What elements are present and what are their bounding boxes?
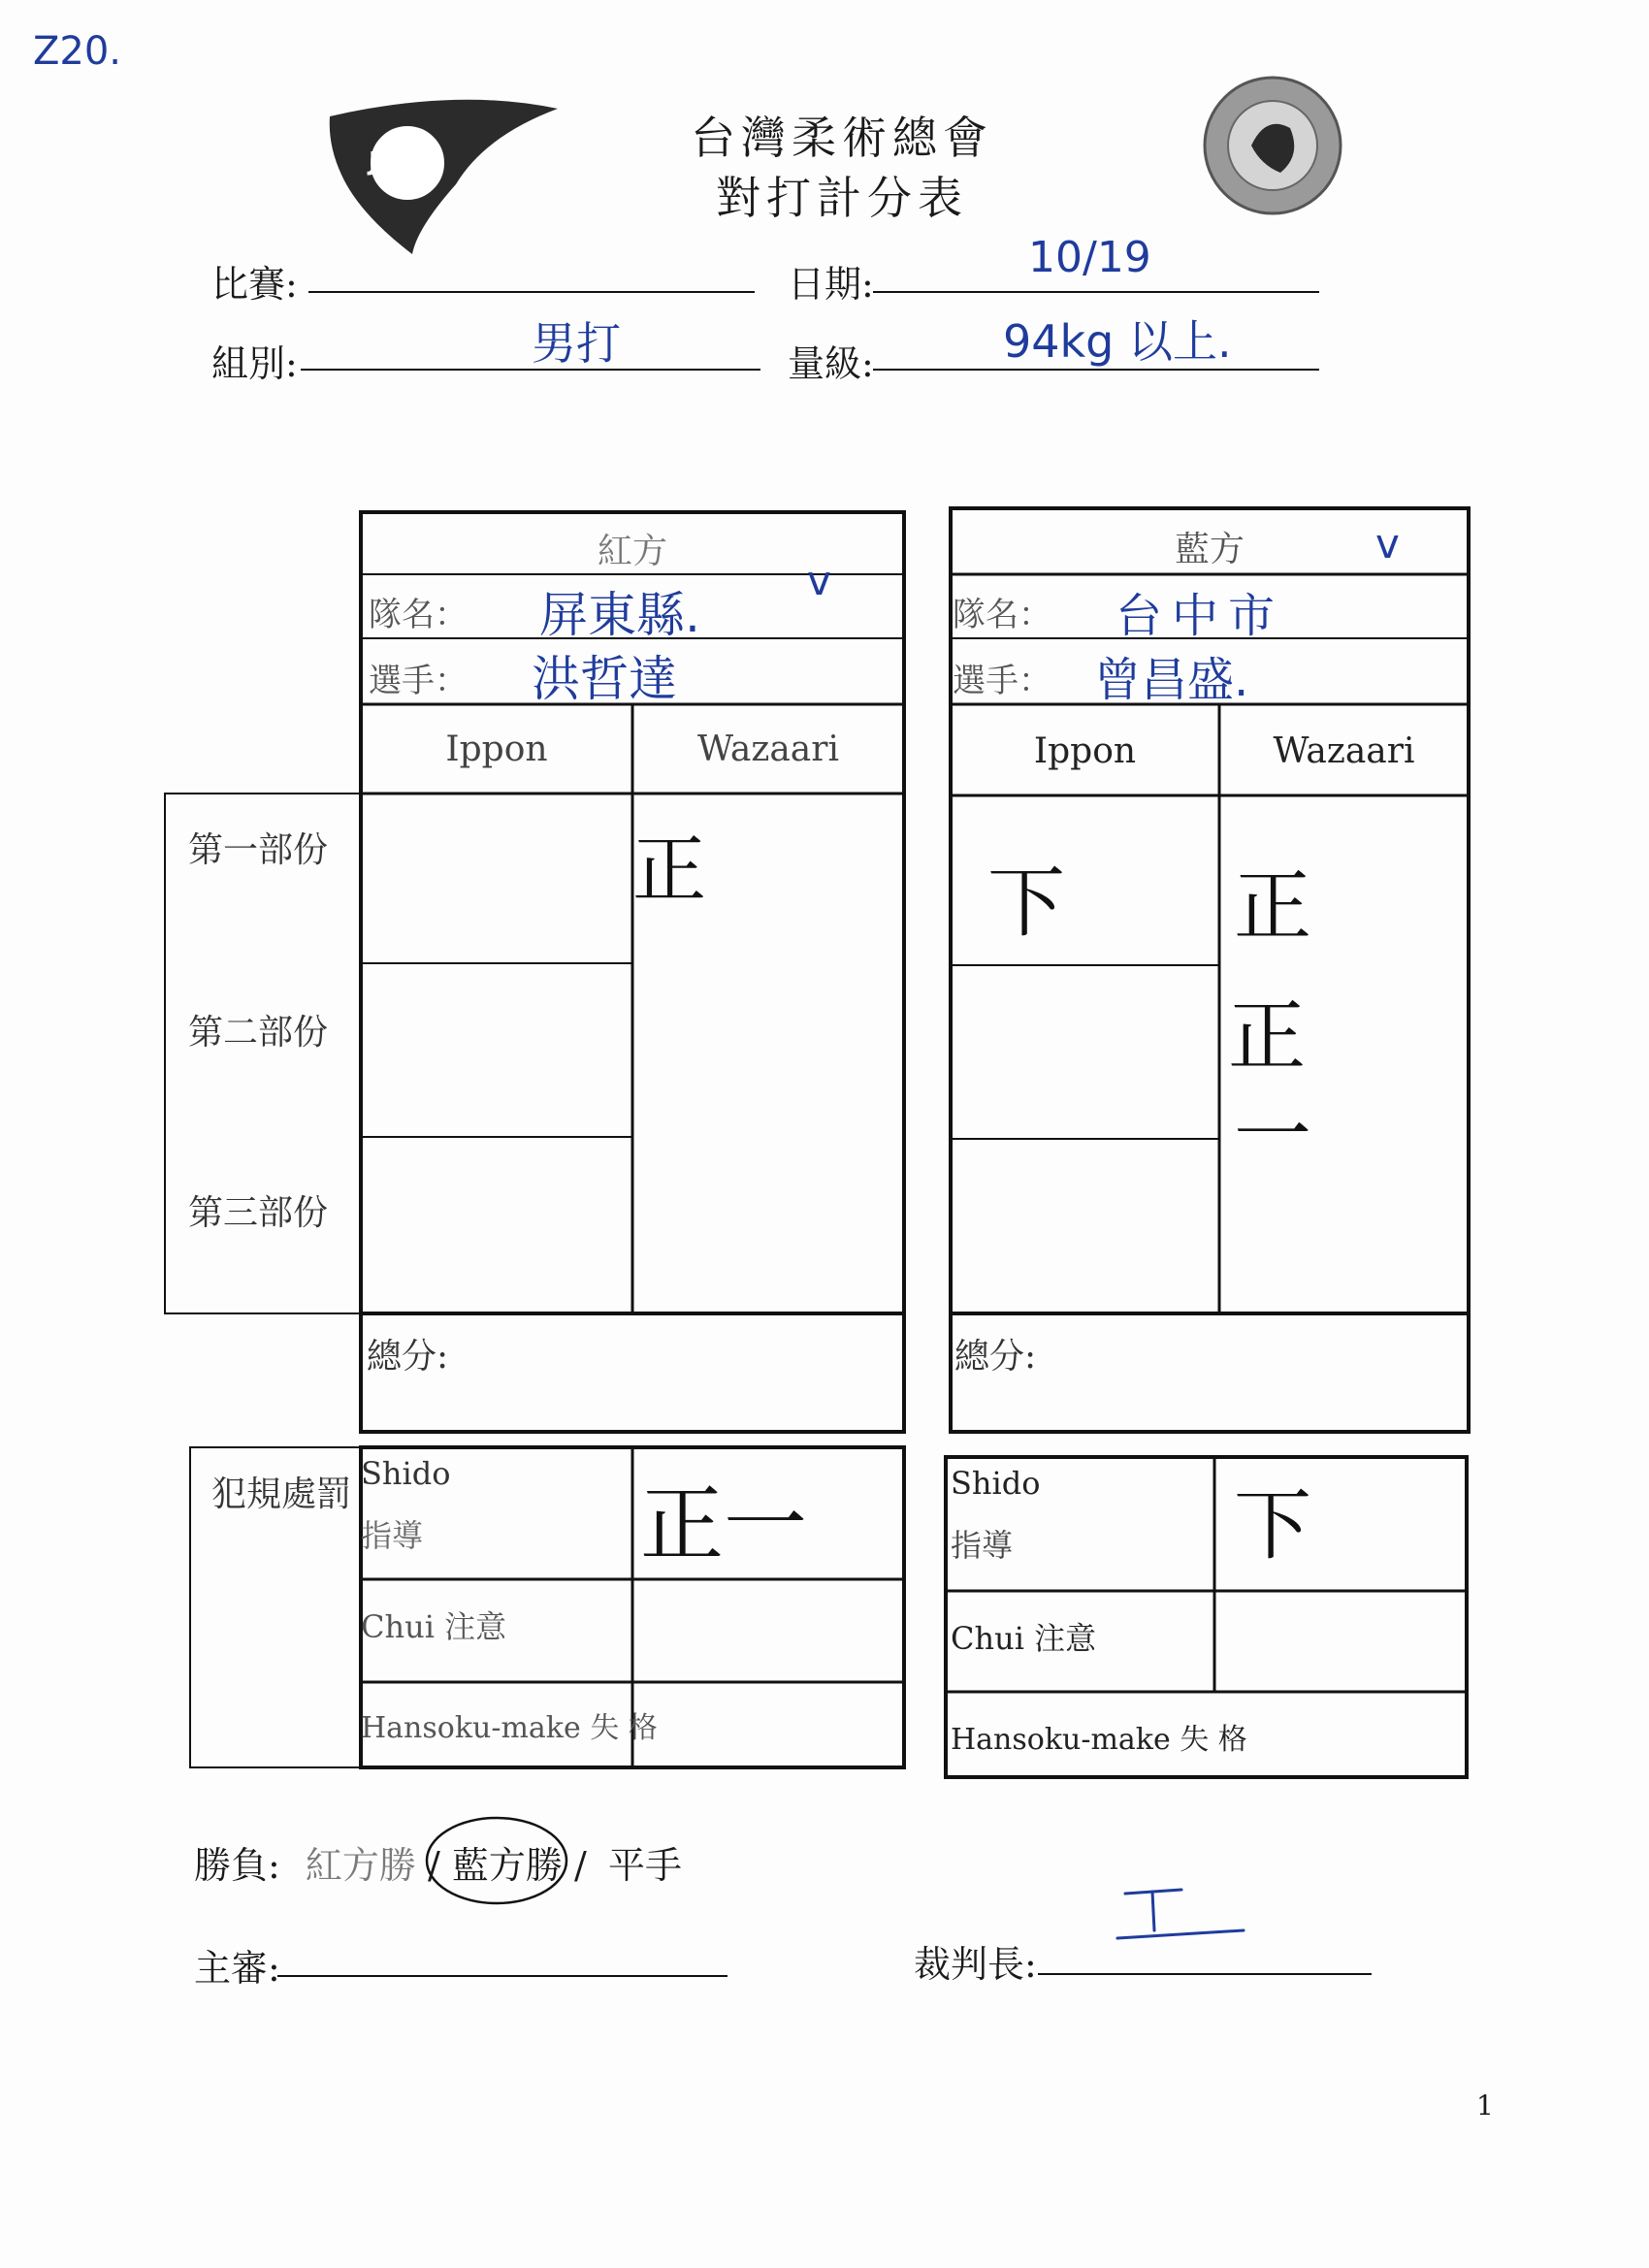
- red-win-option[interactable]: 紅方勝: [305, 1844, 416, 1887]
- blue-wazaari-tally-3[interactable]: 一: [1234, 1090, 1311, 1181]
- blue-team-label: 隊名：: [953, 596, 1051, 634]
- blue-win-check: v: [1375, 520, 1400, 567]
- red-shido-label-cn: 指導: [361, 1517, 424, 1554]
- blue-total-label: 總分:: [954, 1337, 1037, 1377]
- referee-label: 主審:: [194, 1947, 280, 1990]
- group-value[interactable]: 男打: [532, 317, 621, 370]
- result-sep-2: /: [574, 1844, 587, 1887]
- red-win-check: v: [807, 557, 831, 604]
- ijf-logo-mark: JJ: [369, 147, 388, 177]
- federation-seal-icon: [1205, 78, 1341, 213]
- corner-note: Z20.: [33, 29, 122, 74]
- page-number: 1: [1476, 2090, 1494, 2122]
- red-p1-wazaari-tally[interactable]: 正: [632, 826, 706, 913]
- blue-wazaari-tally-2[interactable]: 正: [1228, 991, 1306, 1082]
- red-shido-label: Shido: [361, 1455, 451, 1492]
- red-player-value[interactable]: 洪哲達: [532, 651, 677, 707]
- date-label: 日期:: [788, 263, 874, 306]
- chief-referee-label: 裁判長:: [914, 1943, 1037, 1986]
- red-team-label: 隊名：: [369, 596, 468, 634]
- chief-referee-value[interactable]: [1222, 1892, 1224, 1895]
- blue-shido-tally[interactable]: 下: [1234, 1480, 1311, 1571]
- red-total-label: 總分:: [367, 1337, 449, 1377]
- referee-line: [277, 1975, 728, 1977]
- blue-header: 藍方: [1174, 530, 1245, 569]
- red-player-label: 選手：: [369, 662, 468, 700]
- red-shido-tally[interactable]: 正一: [640, 1476, 807, 1573]
- blue-chui-label: Chui 注意: [951, 1620, 1097, 1657]
- date-line: [873, 291, 1319, 293]
- red-col-wazaari: Wazaari: [697, 729, 839, 769]
- form-subtitle: 對打計分表: [716, 172, 968, 224]
- red-header: 紅方: [597, 532, 667, 571]
- blue-win-option[interactable]: 藍方勝: [451, 1844, 563, 1887]
- part-1-label: 第一部份: [188, 830, 329, 870]
- chief-referee-line: [1038, 1973, 1372, 1975]
- red-team-value[interactable]: 屏東縣.: [539, 587, 700, 643]
- part-3-label: 第三部份: [188, 1193, 329, 1233]
- weight-value[interactable]: 94kg 以上.: [1003, 315, 1232, 368]
- date-value[interactable]: 10/19: [1028, 233, 1151, 282]
- competition-label: 比賽:: [211, 263, 298, 306]
- blue-wazaari-tally-1[interactable]: 正: [1234, 861, 1311, 952]
- part-2-label: 第二部份: [188, 1013, 329, 1053]
- blue-p1-ippon-tally[interactable]: 下: [987, 858, 1065, 948]
- blue-hansoku-label: Hansoku-make 失 格: [951, 1723, 1247, 1757]
- red-col-ippon: Ippon: [445, 729, 548, 769]
- blue-shido-label-cn: 指導: [951, 1527, 1014, 1564]
- blue-team-value[interactable]: 台中市: [1116, 589, 1285, 643]
- result-sep-1: /: [428, 1844, 440, 1887]
- group-line: [301, 369, 760, 371]
- group-label: 組別:: [211, 342, 298, 385]
- competition-line: [308, 291, 755, 293]
- blue-player-label: 選手：: [953, 662, 1051, 700]
- blue-player-value[interactable]: 曾昌盛.: [1094, 653, 1249, 707]
- foul-label: 犯規處罰: [211, 1474, 352, 1514]
- blue-col-ippon: Ippon: [1033, 731, 1137, 771]
- blue-shido-label: Shido: [951, 1465, 1041, 1502]
- draw-option[interactable]: 平手: [607, 1844, 682, 1887]
- red-chui-label: Chui 注意: [361, 1608, 507, 1645]
- blue-col-wazaari: Wazaari: [1273, 731, 1415, 771]
- red-hansoku-label: Hansoku-make 失 格: [361, 1711, 658, 1745]
- form-title: 台灣柔術總會: [691, 112, 993, 164]
- ijf-logo-icon: [330, 100, 558, 254]
- weight-label: 量級:: [788, 342, 874, 385]
- result-row: [194, 1835, 682, 1889]
- result-label: 勝負:: [194, 1844, 280, 1887]
